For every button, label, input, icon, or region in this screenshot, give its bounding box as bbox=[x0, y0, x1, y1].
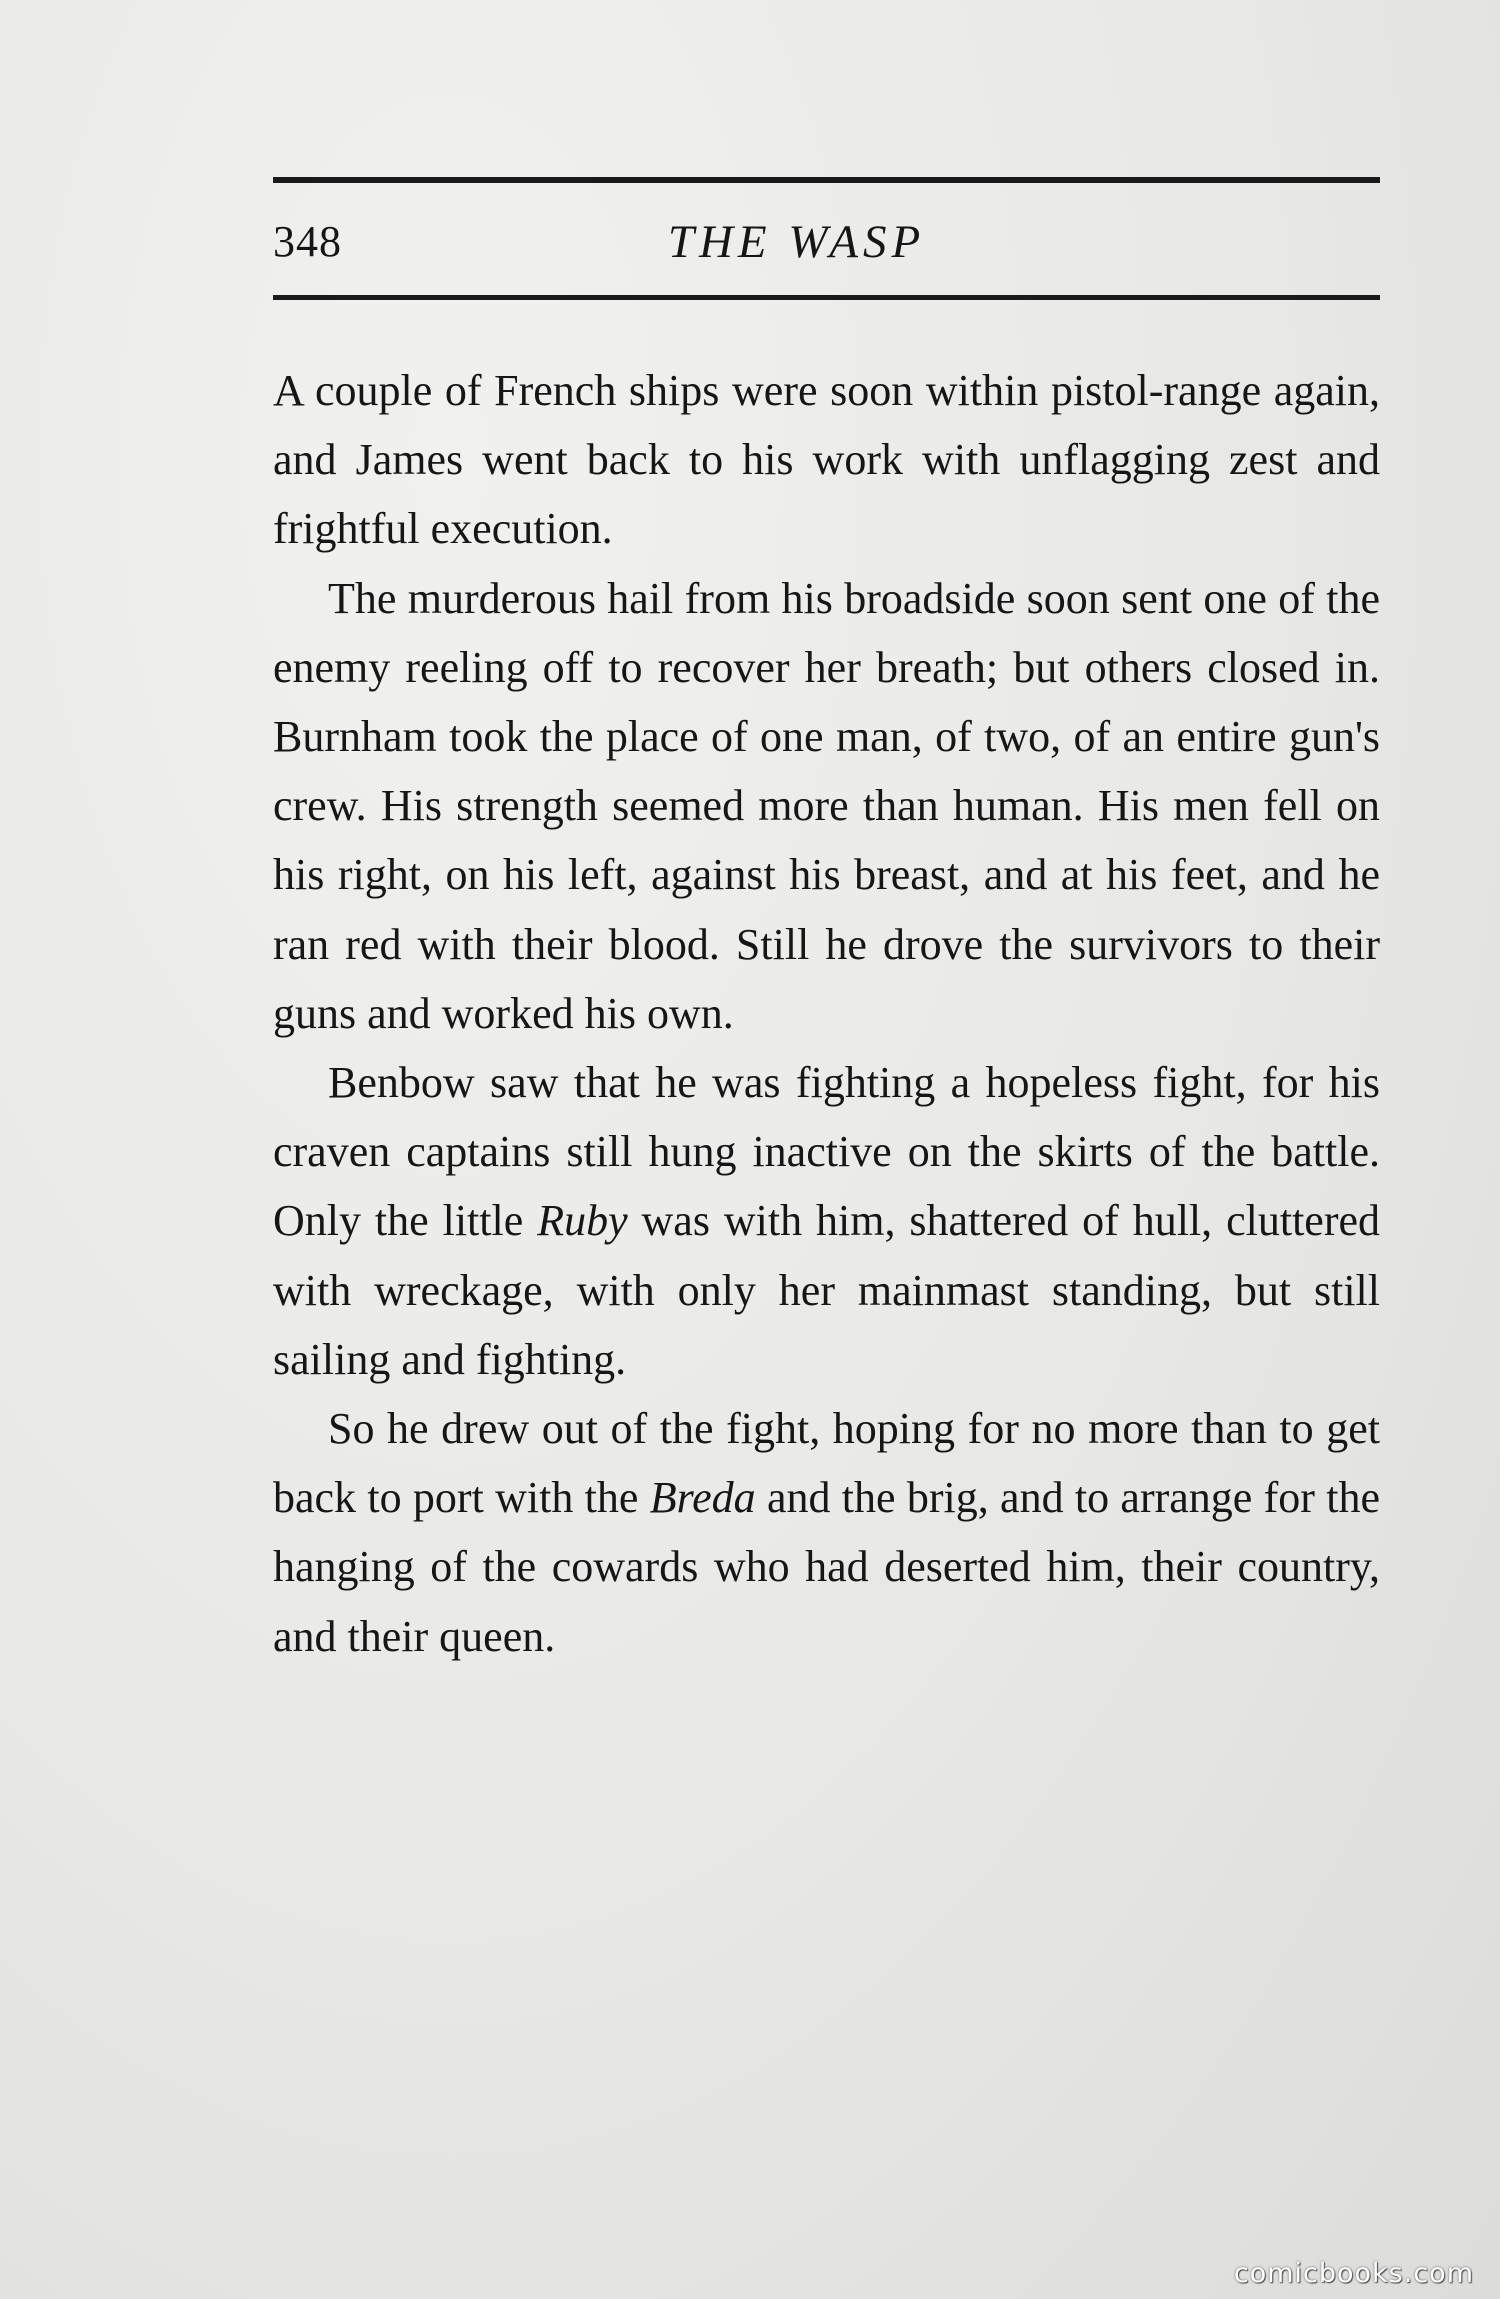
paragraph-4: So he drew out of the fight, hoping for no more than to get back to port with the Breda and the brig, and to arrange for the hanging of the cowards who had deserted him, their country, and their queen. bbox=[273, 1404, 1380, 1661]
paragraph-3: Benbow saw that he was fighting a hopeless fight, for his craven captains still hung inactive on the skirts of the battle. Only the little Ruby was with him, shattered of hull, cluttered with wreckage, with only her mainmast standing, but still sailing and fighting. bbox=[273, 1058, 1380, 1384]
paragraph-1: A couple of French ships were soon within pistol-range again, and James went back to his work with unflagging zest and frightful execution. bbox=[273, 366, 1380, 554]
watermark: comicbooks.com bbox=[1233, 2258, 1474, 2289]
header-bottom-rule bbox=[273, 295, 1380, 300]
paragraph-2: The murderous hail from his broadside soon sent one of the enemy reeling off to recover her breath; but others closed in. Burnham took the place of one man, of two, of an entire gun's crew. His strength seemed more than human. His men fell on his right, on his left, against his breast, and at his feet, and he ran red with their blood. Still he drove the survivors to their guns and worked his own. bbox=[273, 573, 1380, 1038]
running-title: THE WASP bbox=[667, 216, 926, 268]
header-top-rule bbox=[273, 177, 1380, 183]
ship-name: Ruby bbox=[537, 1196, 628, 1246]
body-text bbox=[273, 356, 1380, 1671]
ship-name: Breda bbox=[649, 1473, 756, 1523]
page-number: 348 bbox=[273, 217, 342, 266]
page-header bbox=[273, 207, 1380, 277]
